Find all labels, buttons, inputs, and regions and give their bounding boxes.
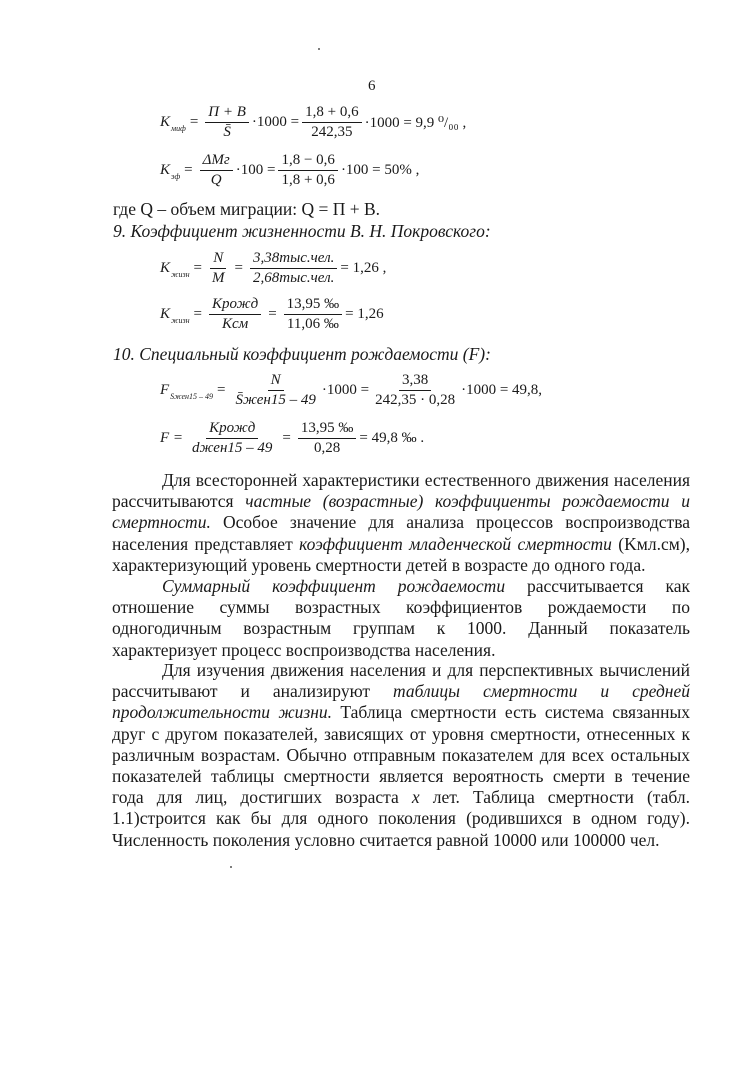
formula-lhs: $K_{миф}$ xyxy=(160,114,186,133)
fraction: $\frac{1,8 - 0,6}{1,8 + 0,6}$ xyxy=(278,152,337,189)
formula-lhs: $K_{жизн}$ xyxy=(160,306,190,325)
scan-speck xyxy=(230,866,232,868)
heading-special-fertility: 10. Специальный коэффициент рождаемости (F): xyxy=(113,344,491,364)
formula-vitality-2: $K_{жизн}$ = $\frac{\text{Kрожд}}{\text{Kсм}}$ = $\frac{13,95 ‰}{11,06 ‰}$ = 1,26 xyxy=(160,296,384,332)
paragraph-mortality-tables: Для изучения движения населения и для перспективных вычислений рассчитывают и анализируют таблицы смертности и средней продолжительности жизни. Таблица смертности есть система связанных друг с другом показателей, зависящих от уровня смертности, отнесенных к различным возрастам. Обычно отправным показателем для всех остальных показателей таблицы смертности является вероятность смерти в течение года для лиц, достигших возраста x лет. Таблица смертности (табл. 1.1)строится как бы для одного поколения (родившихся в одном году). Численность поколения условно считается равной 10000 или 100000 чел. xyxy=(112,660,691,850)
scan-speck xyxy=(318,48,320,50)
formula-migration-coefficient: $K_{миф}$ = $\frac{П + В}{S̄}$ ·1000 = $\frac{1,8 + 0,6}{242,35}$ ·1000 = 9,9 ⁰/₀₀ , xyxy=(160,104,467,140)
fraction: $\frac{13,95 ‰}{0,28}$ xyxy=(298,420,357,457)
formula-lhs: $K_{эф}$ xyxy=(160,162,181,181)
where-line: где Q – объем миграции: Q = П + В. xyxy=(113,199,381,219)
fraction: $\frac{П + В}{S̄}$ xyxy=(205,104,249,141)
formula-lhs: $K_{жизн}$ xyxy=(160,260,190,279)
fraction: $\frac{N}{\text{S̄жен15 – 49}}$ xyxy=(235,372,316,408)
formula-efficiency-coefficient: $K_{эф}$ = $\frac{\text{ΔMг}}{Q}$ ·100 = $\frac{1,8 - 0,6}{1,8 + 0,6}$ ·100 = 50% , xyxy=(160,152,420,188)
fraction: $\frac{13,95 ‰}{11,06 ‰}$ xyxy=(284,296,343,333)
fraction: $\frac{N}{M}$ xyxy=(212,250,225,286)
fraction: $\frac{\text{ΔMг}}{Q}$ xyxy=(200,152,233,189)
formula-vitality-1: $K_{жизн}$ = $\frac{N}{M}$ = $\frac{\text{3,38тыс.чел.}}{\text{2,68тыс.чел.}}$ = 1,26 , xyxy=(160,250,387,286)
formula-special-fertility-1: $F_{Sжен15 - 49}$ = $\frac{N}{\text{S̄жен15 – 49}}$ ·1000 = $\frac{3,38}{242,35 \cdot 0,28}$ ·1000 = 49,8, xyxy=(160,372,543,408)
fraction: $\frac{\text{Kрожд}}{\text{Kсм}}$ xyxy=(209,296,261,333)
fraction: $\frac{3,38}{242,35 \cdot 0,28}$ xyxy=(375,372,456,408)
formula-special-fertility-2: F = $\frac{\text{Kрожд}}{\text{dжен15 – 49}}$ = $\frac{13,95 ‰}{0,28}$ = 49,8 ‰ . xyxy=(160,420,425,456)
formula-lhs: $F_{Sжен15 - 49}$ xyxy=(160,382,214,401)
fraction: $\frac{\text{3,38тыс.чел.}}{\text{2,68тыс.чел.}}$ xyxy=(250,250,337,287)
fraction: $\frac{\text{Kрожд}}{\text{dжен15 – 49}}$ xyxy=(192,420,273,456)
formula-lhs: F = xyxy=(160,430,184,446)
paragraph-total-fertility: Суммарный коэффициент рождаемости рассчитывается как отношение суммы возрастных коэффициентов рождаемости по одногодичным возрастным группам к 1000. Данный показатель характеризует процесс воспроизводства населения. xyxy=(112,576,690,660)
paragraph-partial-coefficients: Для всесторонней характеристики естественного движения населения рассчитываются частные (возрастные) коэффициенты рождаемости и смертности. Особое значение для анализа процессов воспроизводства населения представляет коэффициент младенческой смертности (Kмл.см), характеризующий уровень смертности детей в возрасте до одного года. xyxy=(112,470,690,575)
page-number: 6 xyxy=(368,78,376,94)
heading-vitality-coefficient: 9. Коэффициент жизненности В. Н. Покровского: xyxy=(113,221,491,241)
fraction: $\frac{1,8 + 0,6}{242,35}$ xyxy=(302,104,361,141)
